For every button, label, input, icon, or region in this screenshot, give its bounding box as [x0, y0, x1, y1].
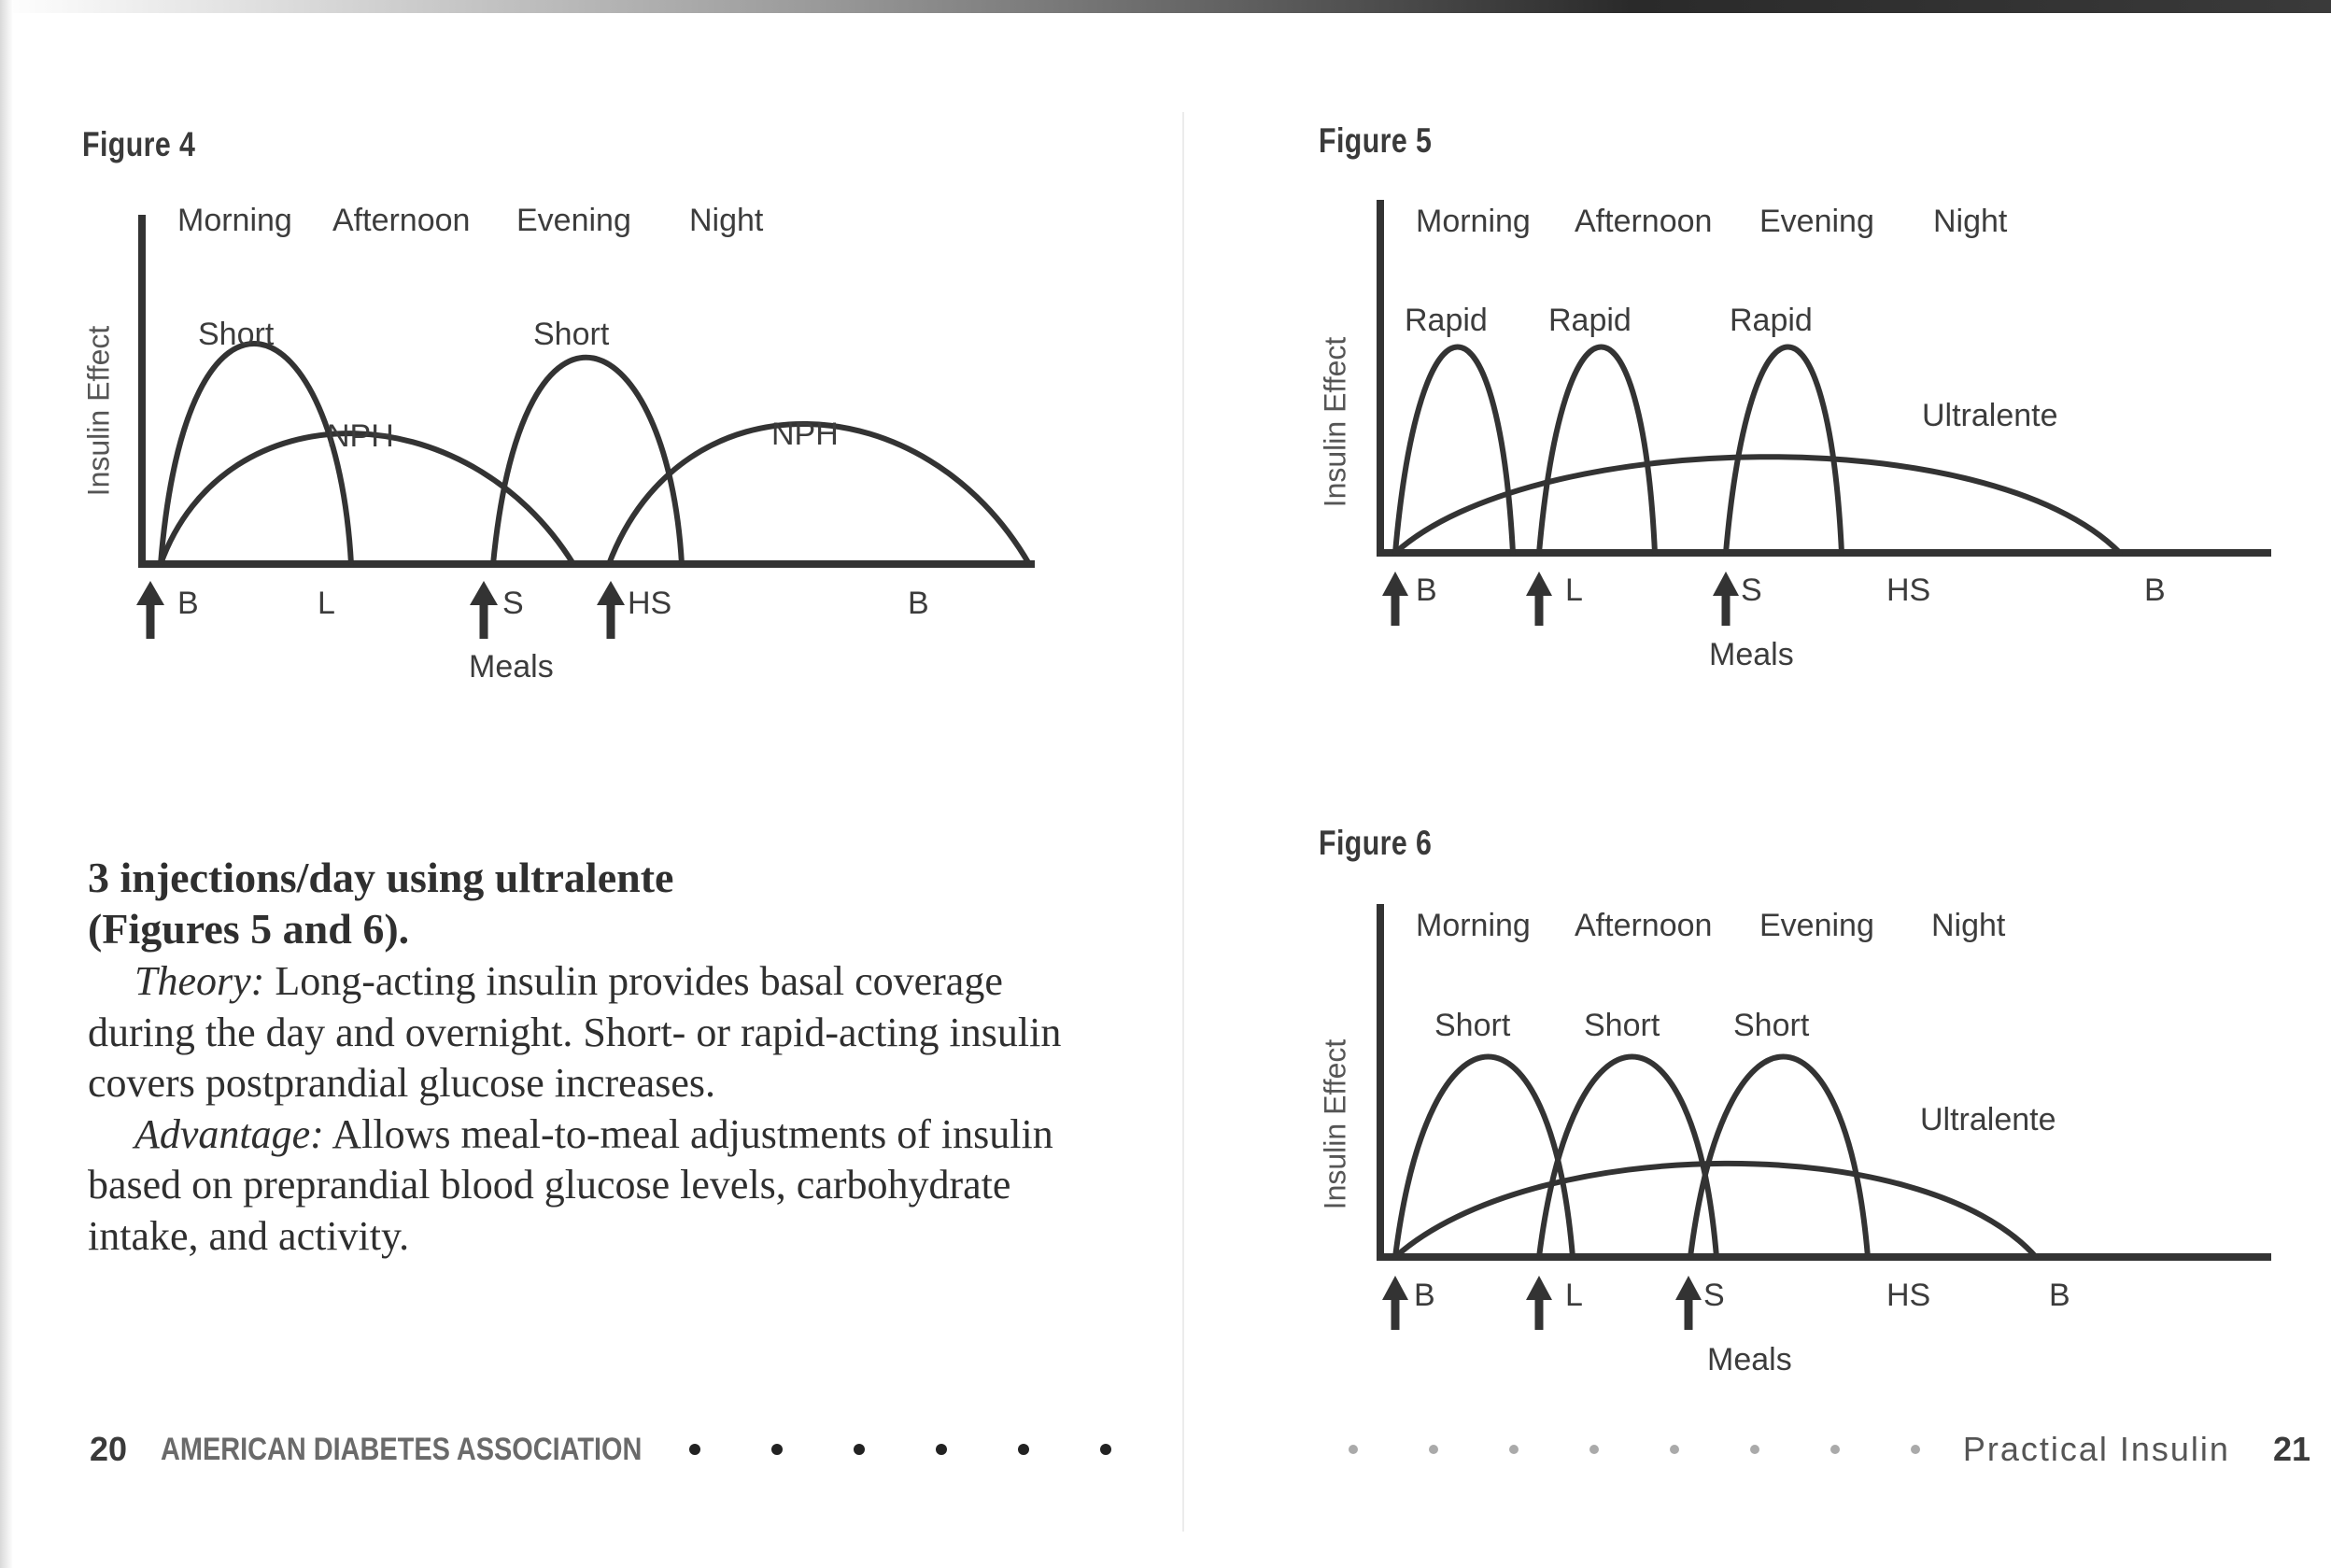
body-text-block: [88, 852, 1078, 1262]
meal-mark-hs: HS: [1886, 1277, 1931, 1313]
meal-mark-s: S: [1703, 1277, 1725, 1313]
curve-label-short-2: Short: [1584, 1007, 1660, 1043]
time-label-morning: Morning: [1416, 203, 1531, 239]
right-page-number: 21: [2272, 1430, 2310, 1468]
curve-label-rapid-3: Rapid: [1730, 302, 1813, 338]
footer-dots-right: [1278, 1445, 1920, 1454]
meal-mark-b-next: B: [2144, 572, 2166, 608]
time-label-morning: Morning: [177, 202, 292, 238]
meal-mark-b: B: [177, 585, 199, 621]
time-label-evening: Evening: [516, 202, 631, 238]
figure-4-title: Figure 4: [82, 125, 196, 163]
x-axis-title: Meals: [1709, 636, 1794, 672]
left-page-footer: [90, 1429, 1182, 1470]
meal-mark-l: L: [1565, 1277, 1583, 1313]
meal-mark-b: B: [1416, 572, 1437, 608]
curve-label-ultralente: Ultralente: [1920, 1101, 2056, 1137]
y-axis-label: Insulin Effect: [1318, 1038, 1352, 1210]
meal-arrow-breakfast: [1382, 1276, 1408, 1330]
footer-dots-left: [689, 1444, 1182, 1455]
curve-label-short-1: Short: [1434, 1007, 1511, 1043]
figure-6-title: Figure 6: [1319, 824, 1433, 862]
curve-label-nph-1: NPH: [327, 417, 394, 454]
curve-label-short-3: Short: [1733, 1007, 1810, 1043]
time-label-night: Night: [1931, 907, 2006, 943]
advantage-paragraph: [88, 1109, 1078, 1263]
curve-label-nph-2: NPH: [771, 416, 839, 452]
time-label-night: Night: [1933, 203, 2008, 239]
heading-line-1: 3 injections/day using ultralente: [88, 854, 674, 901]
theory-text: Long-acting insulin provides basal coverage during the day and overnight. Short- or rapid-acting insulin covers postprandial glucose increases.: [88, 958, 1062, 1106]
curve-label-rapid-1: Rapid: [1405, 302, 1488, 338]
curve-label-ultralente: Ultralente: [1922, 397, 2058, 433]
time-label-afternoon: Afternoon: [1575, 203, 1713, 239]
left-page-number: 20: [90, 1430, 128, 1468]
time-label-night: Night: [689, 202, 764, 238]
heading-line-2: (Figures 5 and 6).: [88, 905, 410, 953]
time-label-afternoon: Afternoon: [332, 202, 471, 238]
advantage-label: Advantage:: [134, 1110, 324, 1157]
advantage-text: Allows meal-to-meal adjustments of insulin based on preprandial blood glucose levels, carbohydrate intake, and activity.: [88, 1110, 1053, 1259]
time-label-morning: Morning: [1416, 907, 1531, 943]
curve-label-short-1: Short: [198, 316, 275, 352]
time-label-afternoon: Afternoon: [1575, 907, 1713, 943]
curve-label-short-2: Short: [533, 316, 610, 352]
right-running-title: Practical Insulin: [1962, 1430, 2230, 1468]
theory-label: Theory:: [134, 958, 265, 1004]
time-label-evening: Evening: [1759, 203, 1874, 239]
y-axis-label: Insulin Effect: [1318, 336, 1352, 508]
meal-mark-s: S: [502, 585, 524, 621]
time-label-evening: Evening: [1759, 907, 1874, 943]
meal-mark-hs: HS: [628, 585, 672, 621]
y-axis-label: Insulin Effect: [81, 325, 116, 497]
meal-arrow-lunch: [1526, 1276, 1552, 1330]
x-axis-title: Meals: [1707, 1341, 1792, 1377]
meal-mark-l: L: [318, 585, 335, 621]
curve-label-rapid-2: Rapid: [1548, 302, 1632, 338]
short-curve-2: [1539, 1057, 1716, 1258]
meal-mark-s: S: [1741, 572, 1762, 608]
theory-paragraph: [88, 956, 1078, 1109]
meal-mark-b-next: B: [2049, 1277, 2070, 1313]
meal-mark-l: L: [1565, 572, 1583, 608]
section-heading: [88, 852, 1078, 954]
left-running-title: AMERICAN DIABETES ASSOCIATION: [161, 1431, 643, 1467]
meal-mark-b: B: [1414, 1277, 1435, 1313]
meal-mark-hs: HS: [1886, 572, 1931, 608]
meal-arrow-supper: [1675, 1276, 1702, 1330]
right-page-footer: [1278, 1429, 2310, 1470]
short-curve-3: [1690, 1057, 1868, 1258]
meal-mark-b-next: B: [908, 585, 929, 621]
x-axis-title: Meals: [469, 648, 554, 685]
figure-5-title: Figure 5: [1319, 121, 1433, 160]
